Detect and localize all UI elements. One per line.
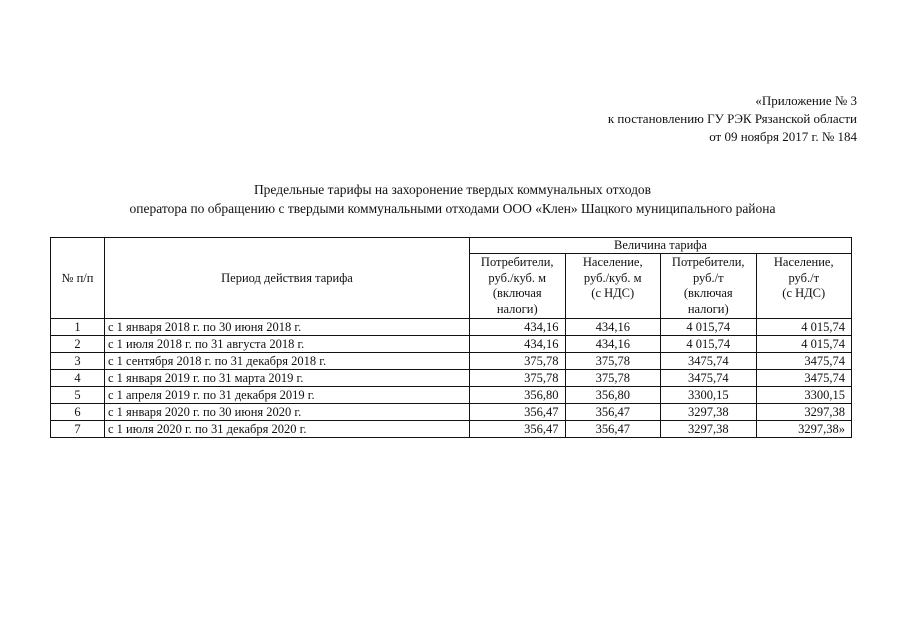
table-row — [51, 370, 852, 387]
header-text: налоги) — [496, 301, 538, 316]
header-text: Население, — [773, 255, 834, 269]
header-tariff-group: Величина тарифа — [470, 238, 852, 254]
header-text: Население, — [582, 255, 643, 269]
row-population-t: 4 015,74 — [756, 319, 852, 336]
row-number: 2 — [51, 336, 105, 353]
row-number: 3 — [51, 353, 105, 370]
row-period: с 1 июля 2018 г. по 31 августа 2018 г. — [105, 336, 470, 353]
row-population-t: 3475,74 — [756, 353, 852, 370]
table-row — [51, 404, 852, 421]
row-consumers-t: 3297,38 — [661, 421, 757, 438]
row-consumers-m3: 434,16 — [470, 319, 566, 336]
row-number: 1 — [51, 319, 105, 336]
row-consumers-t: 3300,15 — [661, 387, 757, 404]
table-row — [51, 353, 852, 370]
row-population-t: 3475,74 — [756, 370, 852, 387]
header-text: руб./куб. м — [583, 270, 642, 285]
row-number: 6 — [51, 404, 105, 421]
row-period: с 1 сентября 2018 г. по 31 декабря 2018 г. — [105, 353, 470, 370]
row-population-m3: 356,47 — [565, 421, 661, 438]
header-text: (с НДС) — [591, 286, 635, 300]
row-consumers-t: 4 015,74 — [661, 319, 757, 336]
row-population-m3: 356,80 — [565, 387, 661, 404]
appendix-line: «Приложение № 3 — [755, 93, 857, 108]
row-period: с 1 апреля 2019 г. по 31 декабря 2019 г. — [105, 387, 470, 404]
header-text: Потребители, — [480, 255, 554, 269]
title-line: Предельные тарифы на захоронение твердых коммунальных отходов — [253, 182, 652, 197]
row-period: с 1 июля 2020 г. по 31 декабря 2020 г. — [105, 421, 470, 438]
table-header — [51, 238, 852, 319]
row-population-t: 3297,38» — [756, 421, 852, 438]
row-consumers-t: 3297,38 — [661, 404, 757, 421]
row-population-m3: 356,47 — [565, 404, 661, 421]
row-population-m3: 375,78 — [565, 370, 661, 387]
row-consumers-m3: 356,47 — [470, 404, 566, 421]
header-text: руб./т — [788, 270, 820, 285]
row-consumers-m3: 356,47 — [470, 421, 566, 438]
row-period: с 1 января 2018 г. по 30 июня 2018 г. — [105, 319, 470, 336]
header-population-m3 — [565, 254, 661, 319]
row-period: с 1 января 2020 г. по 30 июня 2020 г. — [105, 404, 470, 421]
row-number: 4 — [51, 370, 105, 387]
row-number: 5 — [51, 387, 105, 404]
header-population-t — [756, 254, 852, 319]
header-spacer — [760, 302, 849, 318]
header-text: руб./т — [692, 270, 724, 285]
row-consumers-t: 3475,74 — [661, 370, 757, 387]
row-consumers-m3: 356,80 — [470, 387, 566, 404]
header-spacer — [569, 302, 658, 318]
row-consumers-m3: 434,16 — [470, 336, 566, 353]
header-text: (с НДС) — [782, 286, 826, 300]
row-consumers-t: 4 015,74 — [661, 336, 757, 353]
row-consumers-m3: 375,78 — [470, 370, 566, 387]
table-row — [51, 336, 852, 353]
header-text: (включая — [683, 286, 733, 300]
row-period: с 1 января 2019 г. по 31 марта 2019 г. — [105, 370, 470, 387]
row-population-t: 4 015,74 — [756, 336, 852, 353]
table-body — [51, 319, 852, 438]
row-population-m3: 434,16 — [565, 319, 661, 336]
row-population-t: 3300,15 — [756, 387, 852, 404]
appendix-line: от 09 ноября 2017 г. № 184 — [709, 129, 857, 144]
header-text: Потребители, — [671, 255, 745, 269]
row-population-t: 3297,38 — [756, 404, 852, 421]
appendix-note — [608, 92, 857, 146]
header-period: Период действия тарифа — [105, 238, 470, 319]
header-row — [51, 238, 852, 254]
tariff-table — [50, 237, 852, 438]
table-row — [51, 421, 852, 438]
title-line: оператора по обращению с твердыми коммунальными отходами ООО «Клен» Шацкого муниципального района — [129, 201, 776, 216]
row-number: 7 — [51, 421, 105, 438]
row-population-m3: 375,78 — [565, 353, 661, 370]
document-title — [0, 180, 905, 218]
appendix-line: к постановлению ГУ РЭК Рязанской области — [607, 111, 857, 126]
table-row — [51, 387, 852, 404]
row-consumers-t: 3475,74 — [661, 353, 757, 370]
header-num: № п/п — [51, 238, 105, 319]
header-text: (включая — [492, 286, 542, 300]
header-text: руб./куб. м — [488, 270, 547, 285]
row-consumers-m3: 375,78 — [470, 353, 566, 370]
header-consumers-t — [661, 254, 757, 319]
row-population-m3: 434,16 — [565, 336, 661, 353]
header-consumers-m3 — [470, 254, 566, 319]
header-text: налоги) — [687, 301, 729, 316]
table-row — [51, 319, 852, 336]
